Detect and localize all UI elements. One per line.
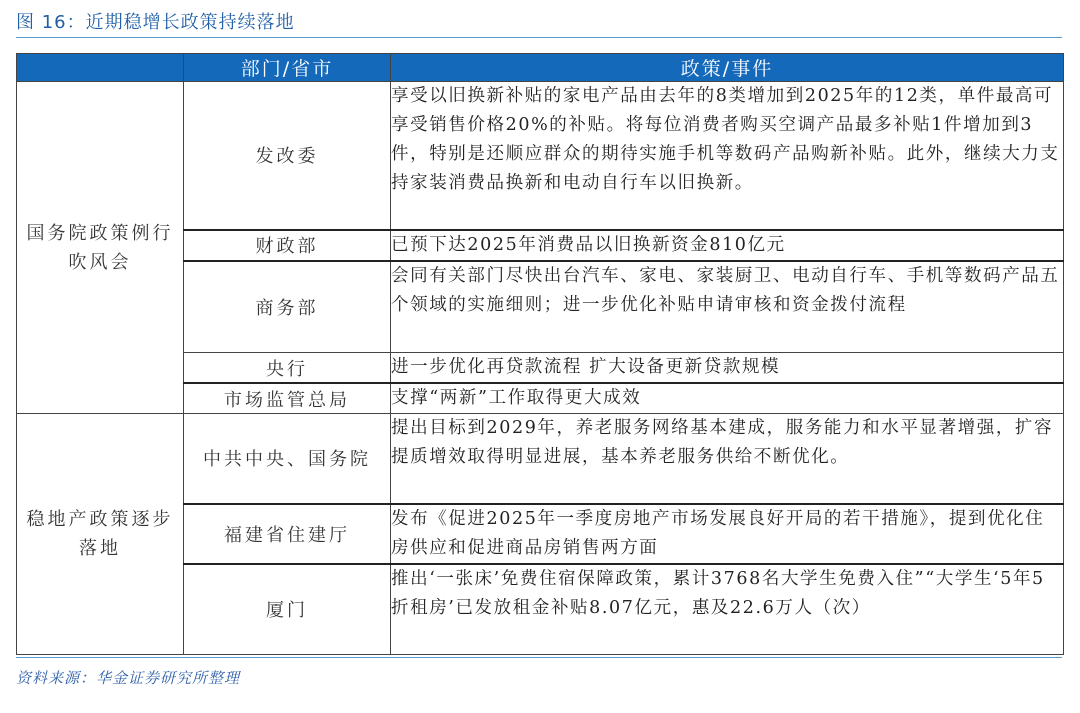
figure-title — [16, 8, 295, 34]
dept-cell: 发改委 — [184, 82, 391, 230]
dept-cell: 市场监管总局 — [184, 383, 391, 414]
group-cell: 国务院政策例行吹风会 — [17, 82, 184, 414]
policy-table — [16, 53, 1064, 655]
header-group — [17, 54, 184, 82]
table-row — [17, 414, 1064, 504]
event-cell: 会同有关部门尽快出台汽车、家电、家装厨卫、电动自行车、手机等数码产品五个领域的实施细则；进一步优化补贴申请审核和资金拨付流程 — [391, 261, 1064, 353]
figure-title-text: 近期稳增长政策持续落地 — [85, 12, 295, 33]
dept-cell: 福建省住建厅 — [184, 504, 391, 564]
figure-label: 图 16： — [16, 12, 86, 33]
event-cell: 已预下达2025年消费品以旧换新资金810亿元 — [391, 230, 1064, 261]
group-cell: 稳地产政策逐步落地 — [17, 414, 184, 655]
event-cell: 进一步优化再贷款流程 扩大设备更新贷款规模 — [391, 353, 1064, 384]
event-cell: 享受以旧换新补贴的家电产品由去年的8类增加到2025年的12类，单件最高可享受销售价格20%的补贴。将每位消费者购买空调产品最多补贴1件增加到3件，特别是还顺应群众的期待实施手机等数码产品购新补贴。此外，继续大力支持家装消费品换新和电动自行车以旧换新。 — [391, 82, 1064, 230]
event-cell: 推出‘一张床’免费住宿保障政策，累计3768名大学生免费入住”“大学生‘5年5折租房’已发放租金补贴8.07亿元，惠及22.6万人（次） — [391, 564, 1064, 655]
event-cell: 提出目标到2029年，养老服务网络基本建成，服务能力和水平显著增强，扩容提质增效取得明显进展，基本养老服务供给不断优化。 — [391, 414, 1064, 504]
dept-cell: 央行 — [184, 353, 391, 384]
dept-cell: 商务部 — [184, 261, 391, 353]
title-divider — [16, 37, 1062, 38]
dept-cell: 厦门 — [184, 564, 391, 655]
dept-cell: 中共中央、国务院 — [184, 414, 391, 504]
dept-cell: 财政部 — [184, 230, 391, 261]
header-event: 政策/事件 — [391, 54, 1064, 82]
header-dept: 部门/省市 — [184, 54, 391, 82]
source-divider — [16, 657, 1062, 658]
table-header-row — [17, 54, 1064, 82]
table-row — [17, 82, 1064, 230]
source-note: 资料来源：华金证券研究所整理 — [16, 669, 241, 687]
event-cell: 发布《促进2025年一季度房地产市场发展良好开局的若干措施》，提到优化住房供应和促进商品房销售两方面 — [391, 504, 1064, 564]
event-cell: 支撑“两新”工作取得更大成效 — [391, 383, 1064, 414]
